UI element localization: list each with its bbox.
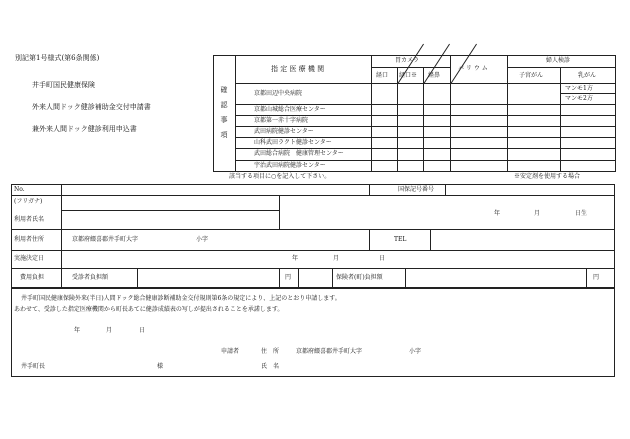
applicant-name-label: 氏 名: [261, 363, 280, 370]
statement-line-1: 井手町国民健康保険外来(半日)人間ドック総合健康診断補助金交付規則第6条の規定により、上記のとおり申請します。: [21, 295, 341, 302]
patient-cost-field[interactable]: [138, 269, 278, 287]
tel-label: TEL: [394, 236, 407, 243]
decision-month-label: 月: [333, 255, 340, 262]
gastric-camera-header: 胃カメラ: [395, 57, 420, 64]
hospital-name: 山科武田ラクト健診センター: [254, 139, 332, 146]
womens-exam-header: 婦人検診: [546, 57, 571, 64]
applicant-name-field[interactable]: [292, 360, 592, 372]
birth-year-label: 年: [494, 210, 501, 217]
hospital-name: 宇治武田病院健診センター: [254, 162, 326, 169]
patient-cost-label: 受診者負担額: [72, 274, 109, 281]
confirm-side-label-4: 項: [220, 131, 228, 139]
user-name-label: 利用者氏名: [14, 216, 45, 223]
hospital-name: 武田総合病院 健康管理センター: [254, 150, 344, 157]
statement-line-2: あわせて、受診した指定医療機関から町長あてに健診成績表の写しが提出されることを承諾します。: [14, 306, 284, 313]
applicant-address-label: 住 所: [261, 348, 280, 355]
confirm-side-label-1: 確: [220, 86, 228, 94]
insurance-number-label: 国保記号番号: [398, 186, 435, 193]
patient-yen-label: 円: [285, 274, 292, 281]
birth-day-label: 日生: [575, 210, 588, 217]
gastric-oral-header: 経口: [376, 72, 389, 79]
insurer-cost-field[interactable]: [406, 269, 585, 287]
hospital-name: 武田病院健診センター: [254, 128, 314, 135]
application-year-label: 年: [74, 327, 81, 334]
confirm-side-label-3: 事: [220, 116, 228, 124]
number-label: No.: [14, 186, 25, 193]
hospital-name: 京都田辺中央病院: [254, 90, 303, 97]
form-subtitle: 兼外来人間ドック健診利用申込書: [32, 125, 137, 133]
breast-option-mammo1: マンモ1方: [565, 85, 593, 92]
cost-burden-label: 費用負担: [20, 274, 45, 281]
medical-institution-header: 指 定 医 療 機 関: [271, 65, 325, 73]
uterine-cancer-header: 子宮がん: [519, 72, 544, 79]
hospital-name: 京都第一赤十字病院: [254, 117, 309, 124]
insurance-number-field[interactable]: [446, 185, 614, 195]
furigana-label: (フリガナ): [14, 198, 43, 205]
organization-name: 井手町国民健康保険: [32, 81, 95, 89]
birth-month-label: 月: [534, 210, 541, 217]
application-month-label: 月: [106, 327, 113, 334]
decision-day-label: 日: [379, 255, 386, 262]
applicant-label: 申請者: [221, 348, 240, 355]
barium-header: バ リ ウ ム: [458, 65, 488, 72]
decision-year-label: 年: [292, 255, 299, 262]
sedative-note: ※安定剤を使用する場合: [514, 173, 581, 180]
tel-field[interactable]: [431, 230, 614, 249]
decision-date-label: 実施決定日: [14, 255, 45, 262]
mayor-label: 井手町長: [21, 363, 46, 370]
user-name-field[interactable]: [62, 211, 278, 228]
gastric-oral-sedative-header: 経口※: [399, 72, 418, 79]
applicant-address-koaza: 小字: [409, 348, 422, 355]
user-address-value: 京都府綴喜郡井手町大字: [72, 236, 139, 243]
mark-instruction-note: 該当する項目に○を記入して下さい。: [229, 173, 331, 180]
applicant-address-value: 京都府綴喜郡井手町大字: [296, 348, 363, 355]
gastric-nasal-header: 経鼻: [428, 72, 441, 79]
breast-option-mammo2: マンモ2方: [565, 95, 593, 102]
hospital-name: 京都山城総合医療センター: [254, 106, 326, 113]
user-address-koaza: 小字: [196, 236, 209, 243]
insurer-yen-label: 円: [593, 274, 600, 281]
breast-cancer-header: 乳がん: [578, 72, 597, 79]
user-address-label: 利用者住所: [14, 236, 45, 243]
form-number: 別記第1号様式(第6条関係): [15, 54, 100, 62]
insurer-cost-label: 保険者(町)負担額: [336, 274, 383, 281]
form-title: 外来人間ドック健診補助金交付申請書: [32, 103, 151, 111]
application-day-label: 日: [139, 327, 146, 334]
honorific-label: 様: [157, 363, 164, 370]
confirm-side-label-2: 認: [220, 101, 228, 109]
